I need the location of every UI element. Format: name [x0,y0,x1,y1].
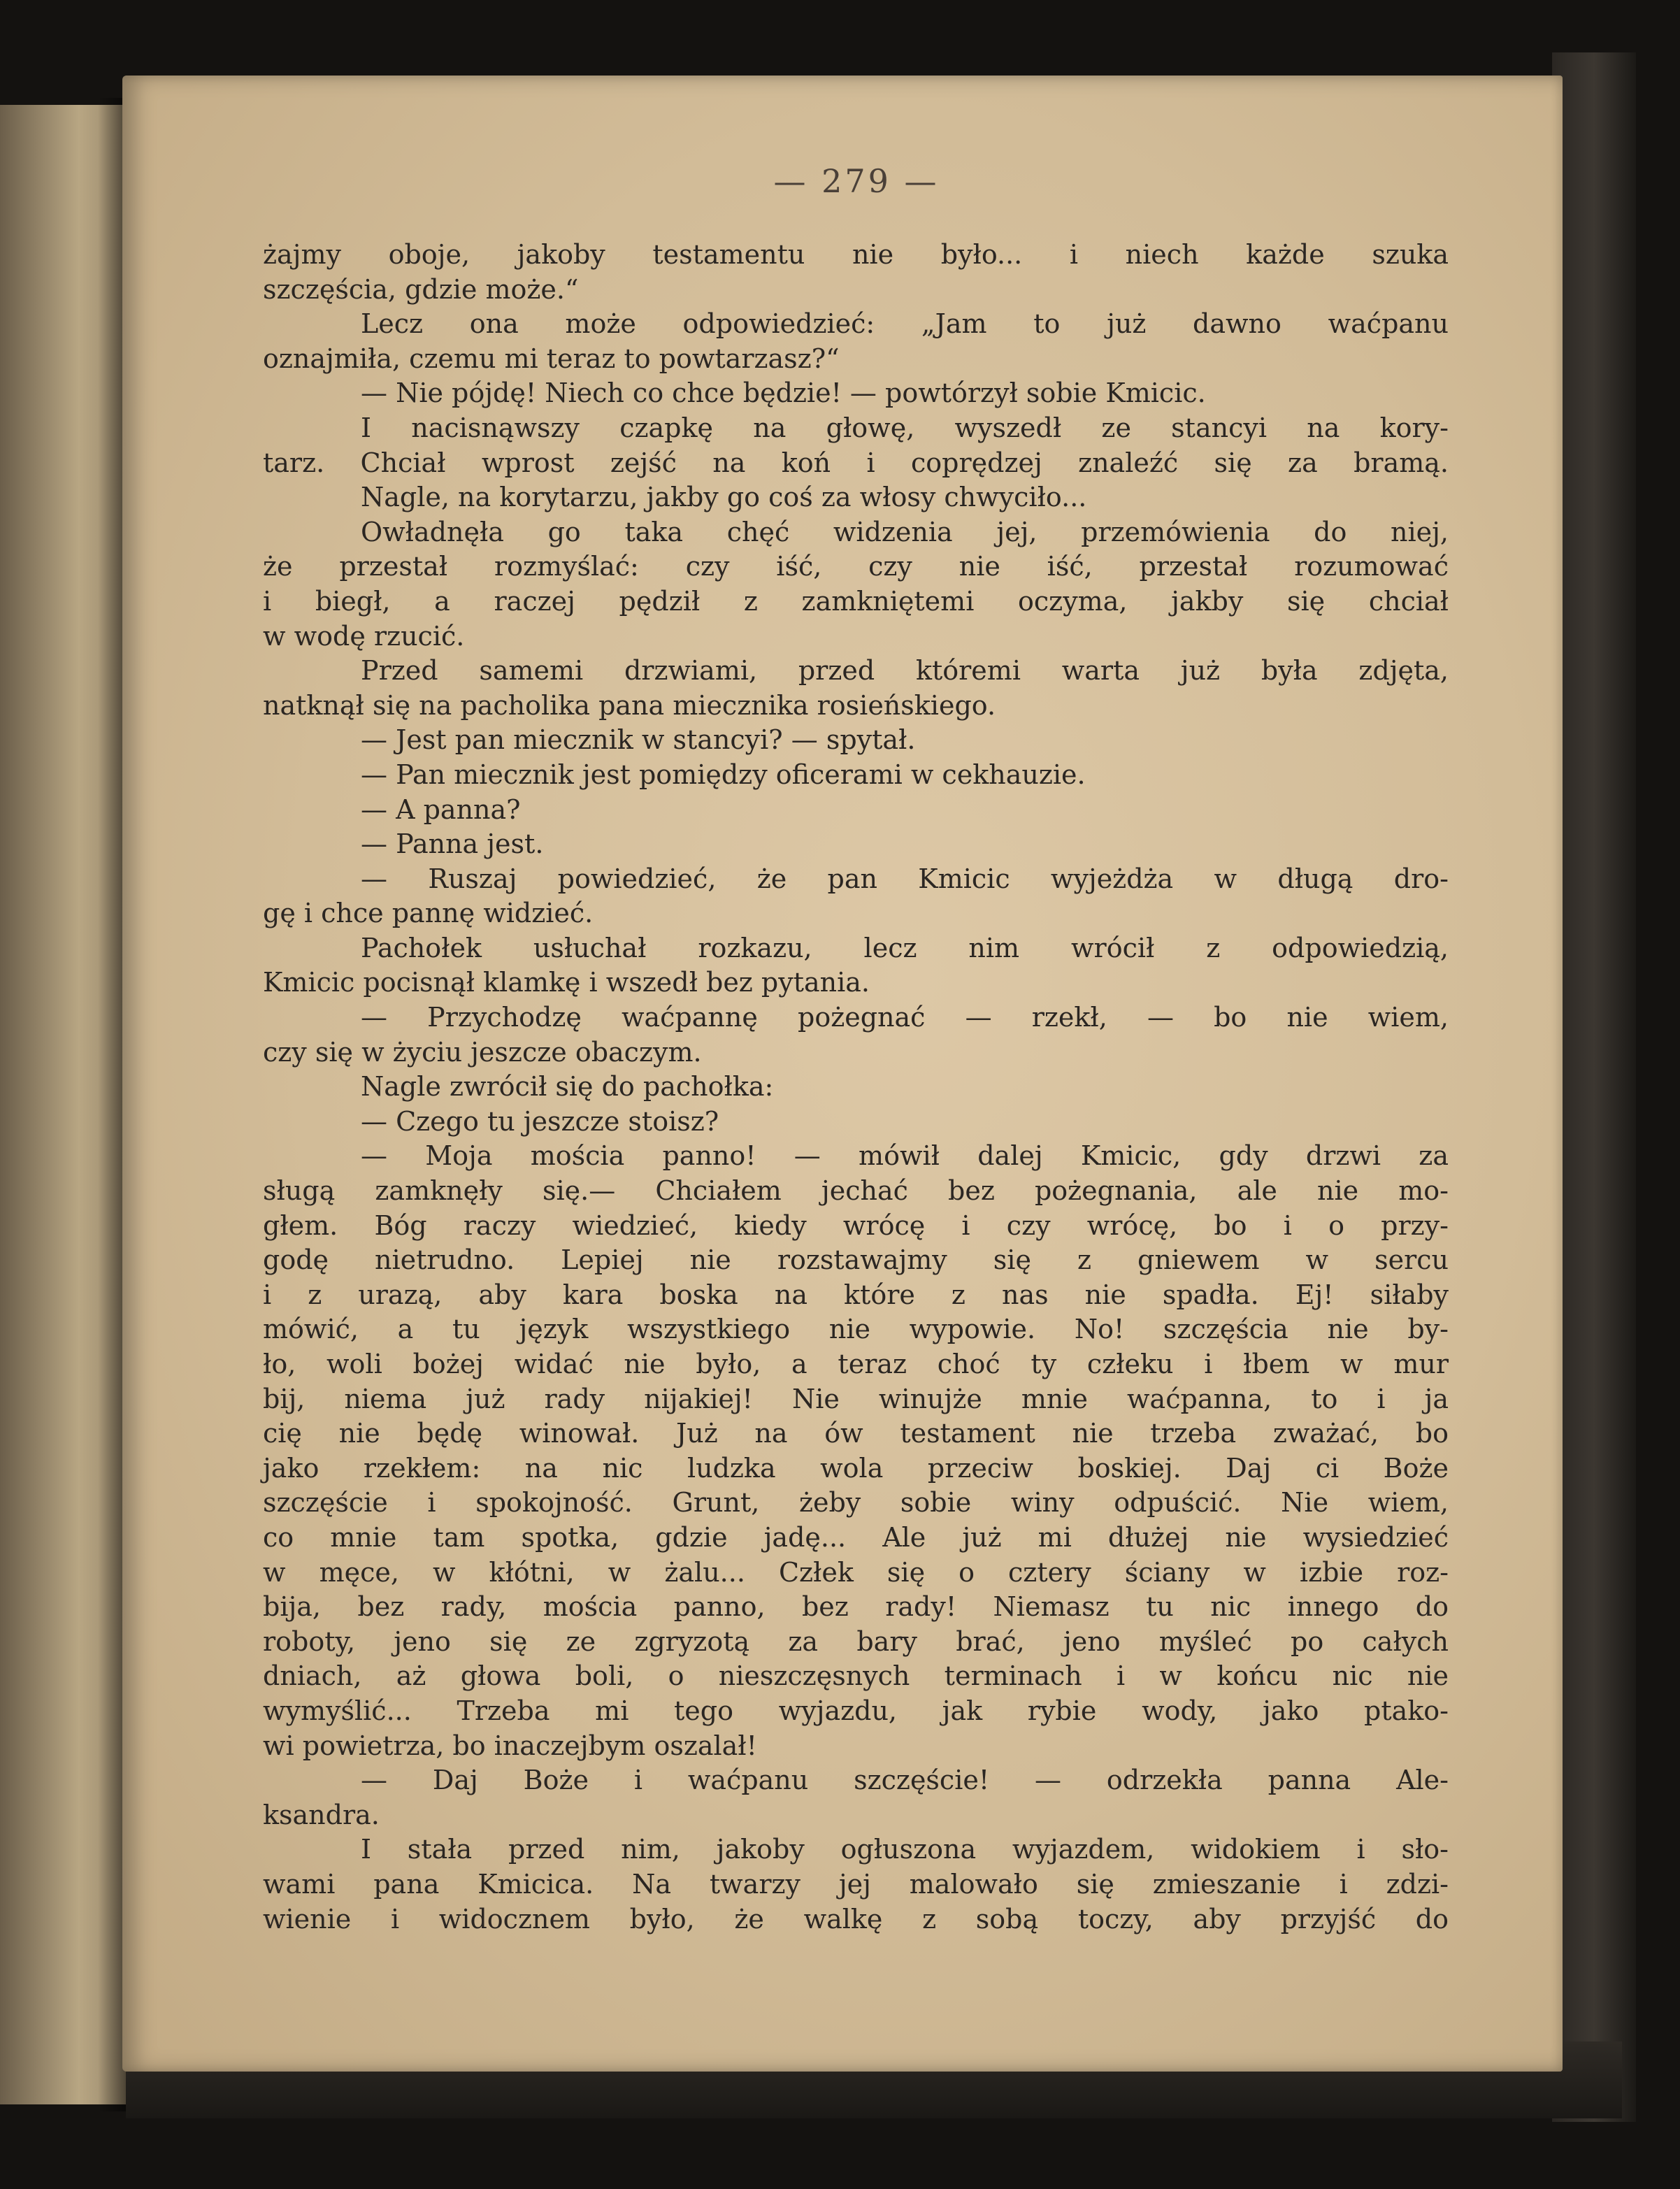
text-line: — Czego tu jeszcze stoisz? [361,1105,719,1137]
text-line: — Ruszaj powiedzieć, że pan Kmicic wyjeżdża w długą dro- [361,863,1449,894]
text-line: bij, niema już rady nijakiej! Nie winujże mnie waćpanna, to i ja [263,1383,1449,1414]
text-line: że przestał rozmyślać: czy iść, czy nie iść, przestał rozumować [263,551,1449,582]
text-line: tarz. Chciał wprost zejść na koń i coprędzej znaleźć się za bramą. [263,447,1449,478]
text-line: Nagle zwrócił się do pachołka: [361,1071,774,1103]
text-line: Przed samemi drzwiami, przed któremi warta już była zdjęta, [361,655,1449,687]
text-line: Owładnęła go taka chęć widzenia jej, przemówienia do niej, [361,516,1449,547]
text-line: wi powietrza, bo inaczejbym oszalał! [263,1730,757,1761]
page-number: — 279 — [773,162,940,200]
text-line: bija, bez rady, mościa panno, bez rady! Niemasz tu nic innego do [263,1591,1449,1623]
book-cover-edge [1552,52,1636,2122]
text-line: I nacisnąwszy czapkę na głowę, wyszedł ze stancyi na kory- [361,412,1449,443]
text-line: co mnie tam spotka, gdzie jadę... Ale już mi dłużej nie wysiedzieć [263,1521,1449,1553]
text-line: w męce, w kłótni, w żalu... Człek się o cztery ściany w izbie roz- [263,1556,1449,1588]
page-body-text [263,238,1449,1937]
text-line: Nagle, na korytarzu, jakby go coś za włosy chwyciło... [361,482,1087,513]
text-line: godę nietrudno. Lepiej nie rozstawajmy się z gniewem w sercu [263,1244,1449,1276]
text-line: wami pana Kmicica. Na twarzy jej malowało się zmieszanie i zdzi- [263,1868,1449,1900]
text-line: ksandra. [263,1799,380,1830]
text-line: I stała przed nim, jakoby ogłuszona wyjazdem, widokiem i sło- [361,1834,1449,1865]
text-line: roboty, jeno się ze zgryzotą za bary brać, jeno myśleć po całych [263,1625,1449,1657]
text-line: szczęścia, gdzie może.“ [263,273,579,305]
text-line: — Pan miecznik jest pomiędzy oficerami w cekhauzie. [361,759,1086,790]
text-line: Pachołek usłuchał rozkazu, lecz nim wrócił z odpowiedzią, [361,932,1449,963]
text-line: ło, woli bożej widać nie było, a teraz choć ty człeku i łbem w mur [263,1349,1449,1379]
text-line: — Jest pan miecznik w stancyi? — spytał. [361,724,916,756]
text-line: — Panna jest. [361,828,544,860]
text-line: wienie i widocznem było, że walkę z sobą toczy, aby przyjść do [263,1903,1449,1935]
text-line: jako rzekłem: na nic ludzka wola przeciw boskiej. Daj ci Boże [263,1452,1449,1484]
text-line: natknął się na pacholika pana miecznika rosieńskiego. [263,689,996,721]
text-line: w wodę rzucić. [263,620,465,652]
text-line: szczęście i spokojność. Grunt, żeby sobie winy odpuścić. Nie wiem, [263,1487,1449,1519]
text-line: oznajmiła, czemu mi teraz to powtarzasz?“ [263,343,840,374]
text-line: czy się w życiu jeszcze obaczym. [263,1036,702,1068]
text-line: mówić, a tu język wszystkiego nie wypowie. No! szczęścia nie by- [263,1314,1449,1345]
text-line: gę i chce pannę widzieć. [263,898,594,929]
text-line: — Moja mościa panno! — mówił dalej Kmicic, gdy drzwi za [361,1140,1449,1172]
text-line: i biegł, a raczej pędził z zamkniętemi oczyma, jakby się chciał [263,585,1449,617]
text-line: Lecz ona może odpowiedzieć: „Jam to już dawno waćpanu [361,308,1449,340]
text-line: — Daj Boże i waćpanu szczęście! — odrzekła panna Ale- [361,1765,1449,1796]
text-line: Kmicic pocisnął klamkę i wszedł bez pytania. [263,967,870,998]
text-line: — Nie pójdę! Niech co chce będzie! — powtórzył sobie Kmicic. [361,378,1206,409]
text-line: i z urazą, aby kara boska na które z nas nie spadła. Ej! siłaby [263,1279,1449,1310]
text-line: — Przychodzę waćpannę pożegnać — rzekł, — bo nie wiem, [361,1002,1449,1033]
text-line: żajmy oboje, jakoby testamentu nie było... i niech każde szuka [263,239,1449,270]
text-line: dniach, aż głowa boli, o nieszczęsnych terminach i w końcu nic nie [263,1660,1449,1692]
text-line: głem. Bóg raczy wiedzieć, kiedy wrócę i czy wrócę, bo i o przy- [263,1210,1449,1241]
text-line: cię nie będę winował. Już na ów testament nie trzeba zważać, bo [263,1418,1449,1449]
text-line: sługą zamknęły się.— Chciałem jechać bez pożegnania, ale nie mo- [263,1175,1449,1207]
text-line: wymyślić... Trzeba mi tego wyjazdu, jak rybie wody, jako ptako- [263,1695,1449,1726]
text-line: — A panna? [361,794,521,825]
